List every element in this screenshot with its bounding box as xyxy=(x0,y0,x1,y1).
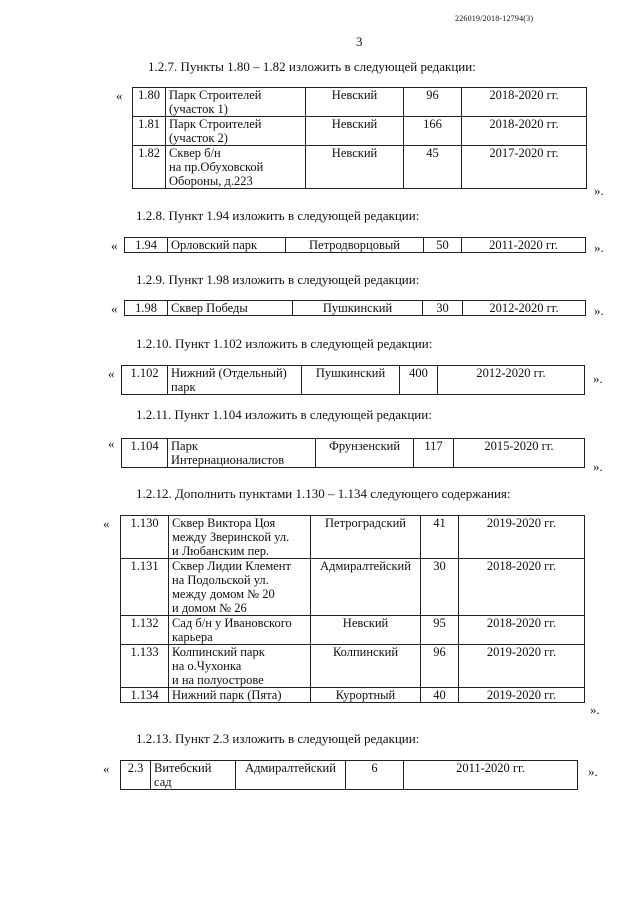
item-number-cell: 1.81 xyxy=(133,117,166,146)
area-cell: 95 xyxy=(421,616,459,645)
table-row xyxy=(121,616,585,645)
object-name-cell xyxy=(168,301,293,316)
item-number-cell: 1.104 xyxy=(122,439,168,468)
object-name-cell xyxy=(169,559,311,616)
paragraph-1-2-10: 1.2.10. Пункт 1.102 изложить в следующей редакции: xyxy=(136,336,433,351)
object-name-line: карьера xyxy=(172,630,213,644)
object-name-line: Сквер Лидии Клемент xyxy=(172,559,291,573)
district-cell: Колпинский xyxy=(311,645,421,688)
period-cell: 2011-2020 гг. xyxy=(404,761,578,790)
object-name-line: на пр.Обуховской xyxy=(169,160,264,174)
district-cell: Курортный xyxy=(311,688,421,703)
open-quote: « xyxy=(111,238,118,253)
table-body xyxy=(125,238,586,253)
object-name-line: (участок 1) xyxy=(169,102,228,116)
object-name-line: и домом № 26 xyxy=(172,601,247,615)
item-number-cell: 1.133 xyxy=(121,645,169,688)
district-cell: Пушкинский xyxy=(293,301,423,316)
open-quote: « xyxy=(103,516,110,531)
object-name-line: Нижний парк (Пята) xyxy=(172,688,282,702)
paragraph-1-2-13: 1.2.13. Пункт 2.3 изложить в следующей редакции: xyxy=(136,731,420,746)
object-name-line: между домом № 20 xyxy=(172,587,275,601)
page-number: 3 xyxy=(356,34,363,49)
area-cell: 30 xyxy=(423,301,463,316)
period-cell: 2019-2020 гг. xyxy=(459,516,585,559)
close-quote: ». xyxy=(594,303,604,318)
period-cell: 2011-2020 гг. xyxy=(462,238,586,253)
object-name-line: на о.Чухонка xyxy=(172,659,242,673)
close-quote: ». xyxy=(593,371,603,386)
open-quote: « xyxy=(103,761,110,776)
object-name-cell xyxy=(166,88,306,117)
object-name-cell xyxy=(169,645,311,688)
district-cell: Фрунзенский xyxy=(316,439,414,468)
object-name-cell xyxy=(168,238,286,253)
district-cell: Адмиралтейский xyxy=(311,559,421,616)
paragraph-1-2-7: 1.2.7. Пункты 1.80 – 1.82 изложить в следующей редакции: xyxy=(148,59,476,74)
table-row xyxy=(125,238,586,253)
open-quote: « xyxy=(116,88,123,103)
table-body xyxy=(133,88,587,189)
paragraph-1-2-9: 1.2.9. Пункт 1.98 изложить в следующей редакции: xyxy=(136,272,420,287)
table-row xyxy=(121,516,585,559)
area-cell: 40 xyxy=(421,688,459,703)
area-cell: 166 xyxy=(404,117,462,146)
table-row xyxy=(133,146,587,189)
close-quote: ». xyxy=(588,764,598,779)
period-cell: 2018-2020 гг. xyxy=(462,117,587,146)
table-1-2-7 xyxy=(132,87,587,189)
table-1-2-10 xyxy=(121,365,585,395)
item-number-cell: 1.131 xyxy=(121,559,169,616)
object-name-line: Парк xyxy=(171,439,198,453)
object-name-line: Сквер Виктора Цоя xyxy=(172,516,276,530)
object-name-line: между Зверинской ул. xyxy=(172,530,290,544)
item-number-cell: 1.98 xyxy=(125,301,168,316)
area-cell: 30 xyxy=(421,559,459,616)
object-name-cell xyxy=(168,366,302,395)
table-body xyxy=(121,761,578,790)
object-name-line: Орловский парк xyxy=(171,238,258,252)
item-number-cell: 1.132 xyxy=(121,616,169,645)
district-cell: Невский xyxy=(311,616,421,645)
period-cell: 2019-2020 гг. xyxy=(459,645,585,688)
period-cell: 2019-2020 гг. xyxy=(459,688,585,703)
object-name-line: и на полуострове xyxy=(172,673,264,687)
table-1-2-13 xyxy=(120,760,578,790)
object-name-line: Парк Строителей xyxy=(169,117,262,131)
table-1-2-12 xyxy=(120,515,585,703)
object-name-cell xyxy=(166,146,306,189)
object-name-cell xyxy=(166,117,306,146)
object-name-line: Сад б/н у Ивановского xyxy=(172,616,292,630)
paragraph-1-2-11: 1.2.11. Пункт 1.104 изложить в следующей редакции: xyxy=(136,407,432,422)
area-cell: 117 xyxy=(414,439,454,468)
item-number-cell: 1.82 xyxy=(133,146,166,189)
object-name-cell xyxy=(151,761,236,790)
item-number-cell: 1.130 xyxy=(121,516,169,559)
table-row xyxy=(122,439,585,468)
area-cell: 50 xyxy=(424,238,462,253)
table-row xyxy=(125,301,586,316)
district-cell: Петродворцовый xyxy=(286,238,424,253)
area-cell: 96 xyxy=(404,88,462,117)
close-quote: ». xyxy=(594,183,604,198)
document-id: 226019/2018-12794(3) xyxy=(455,14,534,23)
district-cell: Петроградский xyxy=(311,516,421,559)
district-cell: Невский xyxy=(306,146,404,189)
item-number-cell: 1.102 xyxy=(122,366,168,395)
table-body xyxy=(125,301,586,316)
area-cell: 400 xyxy=(400,366,438,395)
period-cell: 2017-2020 гг. xyxy=(462,146,587,189)
period-cell: 2012-2020 гг. xyxy=(438,366,585,395)
area-cell: 41 xyxy=(421,516,459,559)
object-name-cell xyxy=(169,688,311,703)
item-number-cell: 1.80 xyxy=(133,88,166,117)
period-cell: 2018-2020 гг. xyxy=(459,559,585,616)
table-1-2-8 xyxy=(124,237,586,253)
object-name-line: Нижний (Отдельный) xyxy=(171,366,287,380)
table-row xyxy=(122,366,585,395)
table-row xyxy=(133,88,587,117)
area-cell: 96 xyxy=(421,645,459,688)
area-cell: 45 xyxy=(404,146,462,189)
table-body xyxy=(122,366,585,395)
object-name-line: Сквер б/н xyxy=(169,146,221,160)
object-name-line: Сквер Победы xyxy=(171,301,248,315)
period-cell: 2015-2020 гг. xyxy=(454,439,585,468)
object-name-cell xyxy=(169,516,311,559)
table-body xyxy=(122,439,585,468)
object-name-line: (участок 2) xyxy=(169,131,228,145)
area-cell: 6 xyxy=(346,761,404,790)
open-quote: « xyxy=(108,366,115,381)
object-name-line: Интернационалистов xyxy=(171,453,285,467)
object-name-line: Витебский сад xyxy=(154,761,212,789)
table-row xyxy=(133,117,587,146)
table-body xyxy=(121,516,585,703)
object-name-line: Колпинский парк xyxy=(172,645,265,659)
object-name-line: на Подольской ул. xyxy=(172,573,269,587)
object-name-line: парк xyxy=(171,380,196,394)
object-name-line: Парк Строителей xyxy=(169,88,262,102)
open-quote: « xyxy=(108,436,115,451)
table-1-2-11 xyxy=(121,438,585,468)
period-cell: 2018-2020 гг. xyxy=(459,616,585,645)
open-quote: « xyxy=(111,301,118,316)
table-1-2-9 xyxy=(124,300,586,316)
table-row xyxy=(121,688,585,703)
district-cell: Невский xyxy=(306,88,404,117)
period-cell: 2018-2020 гг. xyxy=(462,88,587,117)
period-cell: 2012-2020 гг. xyxy=(463,301,586,316)
item-number-cell: 1.94 xyxy=(125,238,168,253)
object-name-cell xyxy=(168,439,316,468)
paragraph-1-2-12: 1.2.12. Дополнить пунктами 1.130 – 1.134 следующего содержания: xyxy=(136,486,511,501)
close-quote: ». xyxy=(593,459,603,474)
table-row xyxy=(121,559,585,616)
district-cell: Пушкинский xyxy=(302,366,400,395)
object-name-line: и Любанским пер. xyxy=(172,544,270,558)
district-cell: Адмиралтейский xyxy=(236,761,346,790)
district-cell: Невский xyxy=(306,117,404,146)
table-row xyxy=(121,645,585,688)
item-number-cell: 2.3 xyxy=(121,761,151,790)
paragraph-1-2-8: 1.2.8. Пункт 1.94 изложить в следующей редакции: xyxy=(136,208,420,223)
object-name-cell xyxy=(169,616,311,645)
item-number-cell: 1.134 xyxy=(121,688,169,703)
object-name-line: Обороны, д.223 xyxy=(169,174,253,188)
close-quote: ». xyxy=(590,702,600,717)
close-quote: ». xyxy=(594,240,604,255)
table-row xyxy=(121,761,578,790)
